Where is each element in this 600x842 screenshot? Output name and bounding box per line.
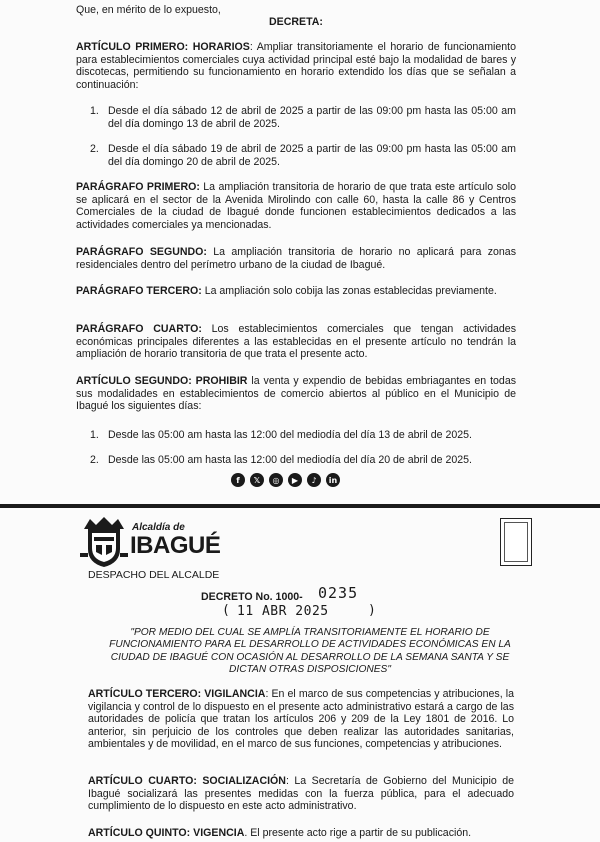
article-text: : En el marco de sus competencias y atribuciones, la vigilancia y control de lo dispuesto en el presente acto administrativo estará a cargo de las autoridades de policía que tratan los artículos 206 y 209 de la Ley 1801 de 2016. Lo anterior, sin perjuicio de los controles que deben realizar las autoridades sanitarias, ambientales y de movilidad, en el marco de sus funciones, competencias y atribuciones. <box>88 688 514 751</box>
decreto-subject-quote: "POR MEDIO DEL CUAL SE AMPLÍA TRANSITORIAMENTE EL HORARIO DE FUNCIONAMIENTO PARA EL DESARROLLO DE ACTIVIDADES ECONÓMICAS EN LA CIUDAD DE IBAGUÉ CON OCASIÓN AL DESARROLLO DE LA SEMANA SANTA Y SE DICTAN OTRAS DISPOSICIONES" <box>109 627 511 676</box>
paragraph-text: La ampliación transitoria de horario de que trata este artículo solo se aplicará en el sector de la Avenida Mirolindo con calle 60, hasta la calle 86 y Centros Comerciales de la ciudad de Ibagué donde funcionen establecimientos dedicados a las actividades comerciales ya mencionadas. <box>76 181 516 231</box>
list-number: 1. <box>90 105 99 117</box>
intro-text: Que, en mérito de lo expuesto, <box>76 4 221 16</box>
document-stamp <box>500 518 532 566</box>
paren-open-glyph: ( <box>222 603 230 618</box>
decreta-heading: DECRETA: <box>269 16 323 28</box>
logo-name: IBAGUÉ <box>130 532 221 559</box>
paragraph-label: PARÁGRAFO PRIMERO: <box>76 181 200 193</box>
paragrafo-tercero <box>76 285 516 298</box>
decreto-label: DECRETO No. 1000- <box>201 591 303 603</box>
article-text: . El presente acto rige a partir de su publicación. <box>244 827 472 839</box>
list-item: Desde las 05:00 am hasta las 12:00 del mediodía del día 20 de abril de 2025. <box>108 454 472 466</box>
logo-prefix: Alcaldía de <box>132 522 185 533</box>
paragraph-label: PARÁGRAFO CUARTO: <box>76 323 202 335</box>
decreto-date: 11 ABR 2025 <box>237 604 329 619</box>
despacho-label: DESPACHO DEL ALCALDE <box>88 569 220 581</box>
paragraph-label: PARÁGRAFO TERCERO: <box>76 285 202 297</box>
paragraph-text: La ampliación solo cobija las zonas establecidas previamente. <box>201 285 497 297</box>
facebook-icon[interactable]: f <box>231 473 245 487</box>
alcaldia-logo <box>80 515 230 571</box>
paren-close-glyph: ) <box>368 603 376 618</box>
paragrafo-segundo <box>76 246 516 271</box>
article-segundo <box>76 375 516 413</box>
article-label: ARTÍCULO SEGUNDO: PROHIBIR <box>76 375 248 387</box>
x-twitter-icon[interactable]: 𝕏 <box>250 473 264 487</box>
article-label: ARTÍCULO QUINTO: VIGENCIA <box>88 827 245 839</box>
decreto-number: 0235 <box>318 584 359 602</box>
youtube-icon[interactable]: ▶ <box>288 473 302 487</box>
article-text: : La Secretaría de Gobierno del Municipio de Ibagué socializará las presentes medidas con la fuerza pública, para el adecuado cumplimiento de lo dispuesto en este acto administrativo. <box>88 775 514 813</box>
article-label: ARTÍCULO TERCERO: VIGILANCIA <box>88 688 266 700</box>
stamp-inner-icon <box>504 522 528 562</box>
coat-of-arms-icon <box>80 515 128 569</box>
list-item: Desde el día sábado 12 de abril de 2025 a partir de las 09:00 pm hasta las 05:00 am del día domingo 13 de abril de 2025. <box>108 105 516 130</box>
list-number: 2. <box>90 454 99 466</box>
paragraph-text: Los establecimientos comerciales que tengan actividades económicas principales diferentes a las establecidas en el presente artículo no tendrán la ampliación de horario transitoria de que trata el presente acto. <box>76 323 516 361</box>
social-icons-row <box>231 473 340 487</box>
paragrafo-primero <box>76 181 516 231</box>
list-number: 1. <box>90 429 99 441</box>
article-label: ARTÍCULO PRIMERO: HORARIOS <box>76 41 250 53</box>
article-quinto <box>88 827 514 840</box>
article-label: ARTÍCULO CUARTO: SOCIALIZACIÓN <box>88 775 286 787</box>
article-cuarto <box>88 775 514 813</box>
list-item: Desde las 05:00 am hasta las 12:00 del mediodía del día 13 de abril de 2025. <box>108 429 472 441</box>
tiktok-icon[interactable]: ♪ <box>307 473 321 487</box>
list-item: Desde el día sábado 19 de abril de 2025 a partir de las 09:00 pm hasta las 05:00 am del día domingo 20 de abril de 2025. <box>108 143 516 168</box>
article-primero <box>76 41 516 91</box>
instagram-icon[interactable]: ◎ <box>269 473 283 487</box>
paragraph-text: La ampliación transitoria de horario no aplicará para zonas residenciales dentro del perímetro urbano de la ciudad de Ibagué. <box>76 246 516 271</box>
article-text: la venta y expendio de bebidas embriagantes en todas sus modalidades en establecimientos de comercio abiertos al público en el Municipio de Ibagué los siguientes días: <box>76 375 517 413</box>
linkedin-icon[interactable]: in <box>326 473 340 487</box>
article-tercero <box>88 688 514 751</box>
paragrafo-cuarto <box>76 323 516 361</box>
list-number: 2. <box>90 143 99 155</box>
article-text: : Ampliar transitoriamente el horario de funcionamiento para establecimientos comerciales cuya actividad principal esté bajo la modalidad de bares y discotecas, permitiendo su funcionamiento en horario extendido los días que se señalan a continuación: <box>76 41 516 91</box>
paragraph-label: PARÁGRAFO SEGUNDO: <box>76 246 207 258</box>
